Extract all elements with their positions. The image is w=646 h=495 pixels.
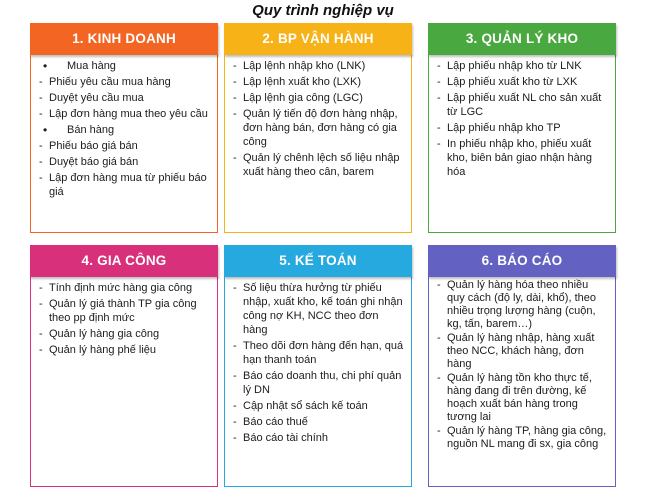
list-item: - Quản lý hàng gia công (39, 327, 211, 341)
card-kinh-doanh (30, 23, 218, 233)
list-item: - Lập đơn hàng mua từ phiếu báo giá (39, 171, 211, 199)
list-item: - Duyệt yêu cầu mua (39, 91, 211, 105)
list-item: - In phiếu nhập kho, phiếu xuất kho, biên bản giao nhận hàng hóa (437, 137, 609, 179)
list-item: - Phiếu báo giá bán (39, 139, 211, 153)
list-item: - Quản lý chênh lệch số liệu nhập xuất hàng theo cân, barem (233, 151, 405, 179)
list-item: - Lập lệnh gia công (LGC) (233, 91, 405, 105)
list-item: - Tính định mức hàng gia công (39, 281, 211, 295)
card-van-hanh (224, 23, 412, 233)
card-header-quan-ly-kho: 3. QUẢN LÝ KHO (428, 23, 616, 55)
list-item: - Quản lý tiến độ đơn hàng nhập, đơn hàng bán, đơn hàng có gia công (233, 107, 405, 149)
list-item: - Lập phiếu xuất NL cho sản xuất từ LGC (437, 91, 609, 119)
list-item: - Lập lệnh nhập kho (LNK) (233, 59, 405, 73)
card-header-bao-cao: 6. BÁO CÁO (428, 245, 616, 277)
list-item: - Phiếu yêu cầu mua hàng (39, 75, 211, 89)
card-body-ke-toan (224, 273, 412, 487)
list-item: - Quản lý hàng tồn kho thực tế, hàng đang đi trên đường, kế hoạch xuất bán hàng trong tương lai (437, 372, 609, 424)
list-item: - Lập phiếu nhập kho từ LNK (437, 59, 609, 73)
card-header-ke-toan: 5. KẾ TOÁN (224, 245, 412, 277)
card-gia-cong (30, 245, 218, 487)
list-item: - Lập đơn hàng mua theo yêu cầu (39, 107, 211, 121)
list-item: - Báo cáo thuế (233, 415, 405, 429)
list-item: - Số liệu thừa hưởng từ phiếu nhập, xuất kho, kế toán ghi nhận công nợ KH, NCC theo đơn hàng (233, 281, 405, 337)
card-header-kinh-doanh: 1. KINH DOANH (30, 23, 218, 55)
list-item: - Quản lý hàng TP, hàng gia công, nguồn NL mang đi sx, gia công (437, 425, 609, 451)
card-header-gia-cong: 4. GIA CÔNG (30, 245, 218, 277)
list-item: • Mua hàng (39, 59, 211, 73)
list-item: - Báo cáo tài chính (233, 431, 405, 445)
card-header-van-hanh: 2. BP VẬN HÀNH (224, 23, 412, 55)
list-item: - Lập phiếu nhập kho TP (437, 121, 609, 135)
card-quan-ly-kho (428, 23, 616, 233)
list-item: - Theo dõi đơn hàng đến hạn, quá hạn thanh toán (233, 339, 405, 367)
card-body-gia-cong (30, 273, 218, 487)
page-title: Quy trình nghiệp vụ (252, 2, 394, 19)
list-item: - Quản lý giá thành TP gia công theo pp định mức (39, 297, 211, 325)
list-item: - Lập phiếu xuất kho từ LXK (437, 75, 609, 89)
card-body-kinh-doanh (30, 51, 218, 233)
card-ke-toan (224, 245, 412, 487)
list-item: - Quản lý hàng nhập, hàng xuất theo NCC, khách hàng, đơn hàng (437, 332, 609, 371)
list-item: - Cập nhật sổ sách kế toán (233, 399, 405, 413)
card-body-van-hanh (224, 51, 412, 233)
list-item: - Quản lý hàng hóa theo nhiều quy cách (độ ly, dài, khổ), theo nhiều trọng lượng hàng (cuộn, kg, tấn, barem…) (437, 279, 609, 331)
list-item: - Quản lý hàng phế liệu (39, 343, 211, 357)
list-item: - Báo cáo doanh thu, chi phí quản lý DN (233, 369, 405, 397)
card-body-bao-cao (428, 273, 616, 487)
card-bao-cao (428, 245, 616, 487)
list-item: - Duyệt báo giá bán (39, 155, 211, 169)
list-item: • Bán hàng (39, 123, 211, 137)
card-body-quan-ly-kho (428, 51, 616, 233)
list-item: - Lập lệnh xuất kho (LXK) (233, 75, 405, 89)
